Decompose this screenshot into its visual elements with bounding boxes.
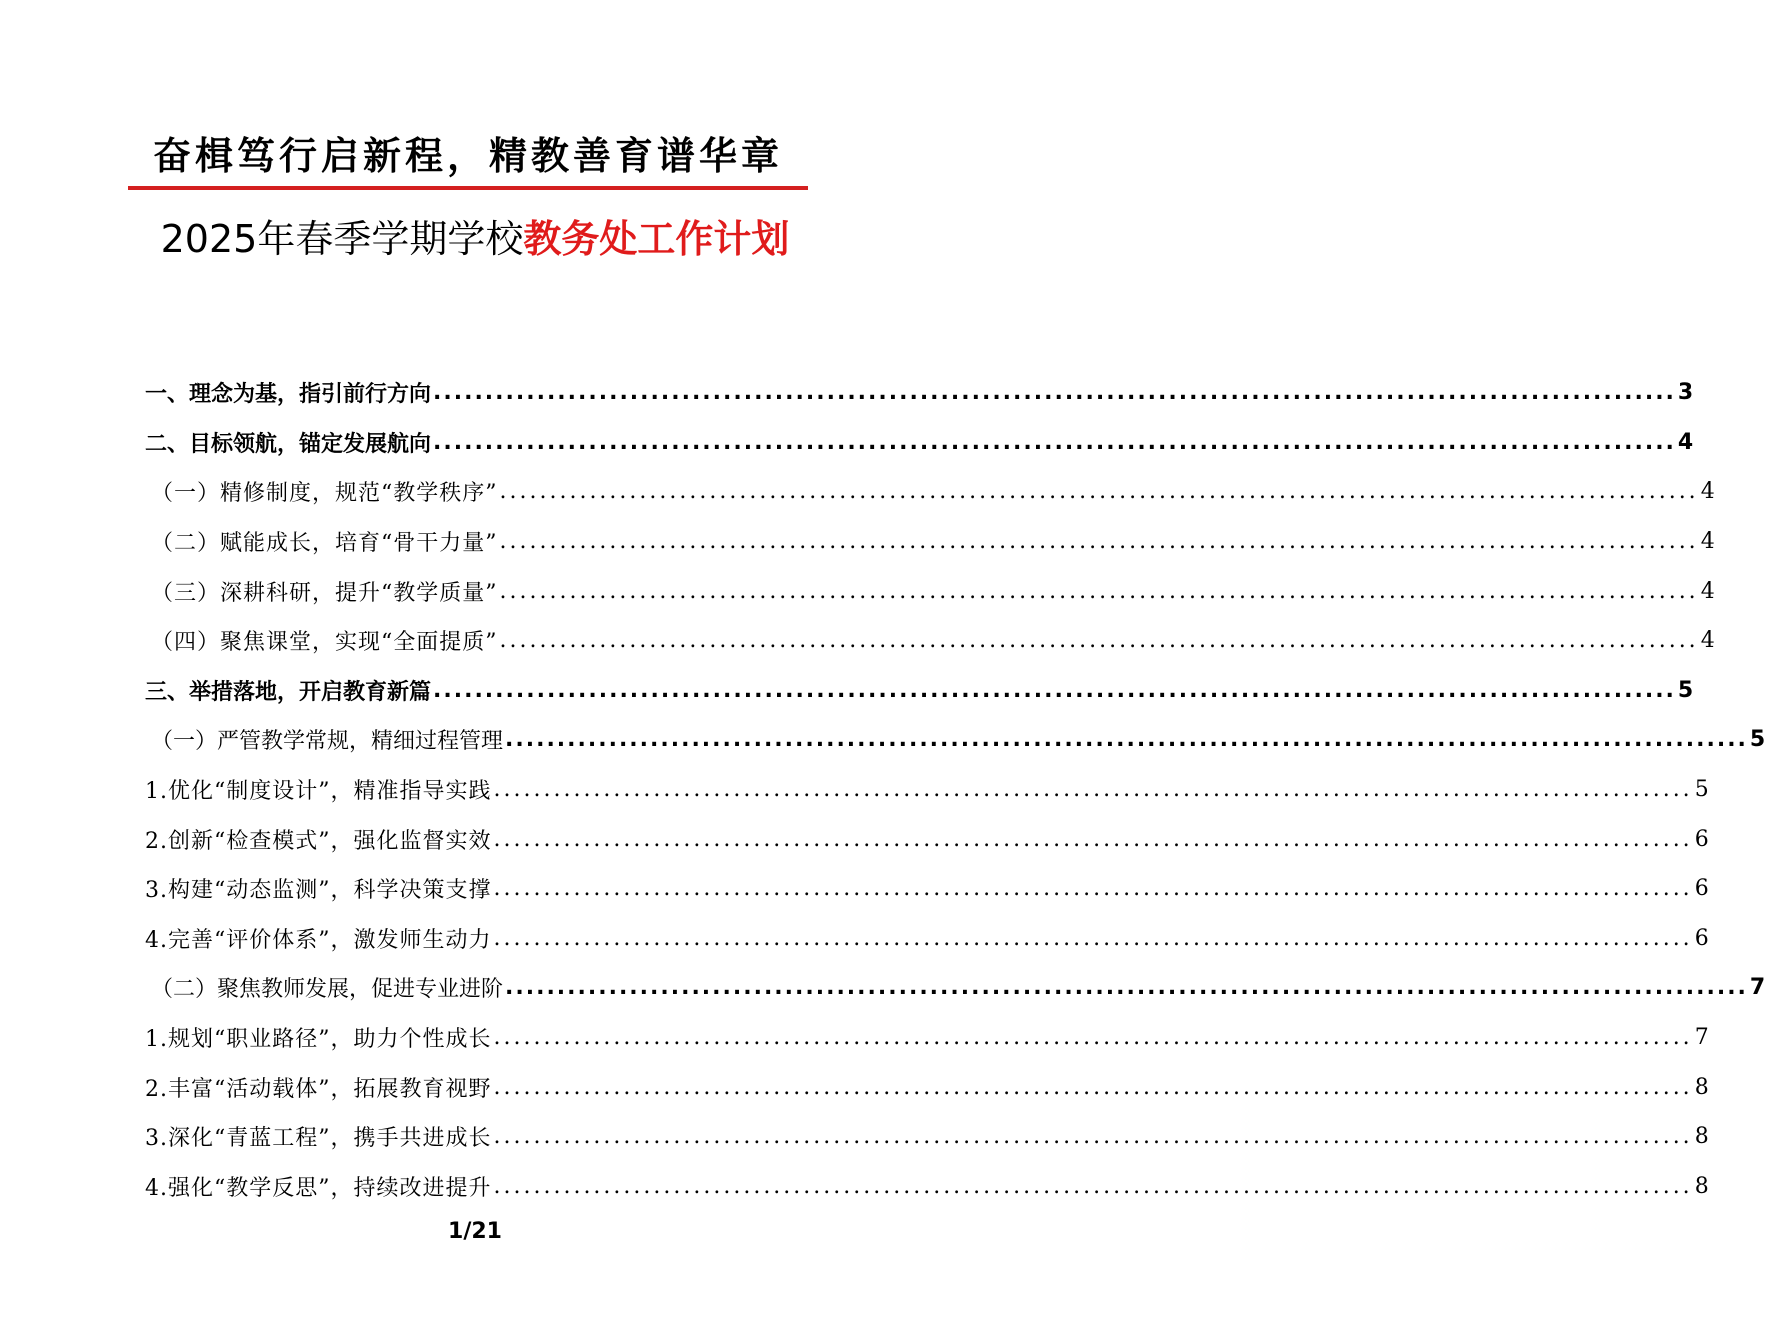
toc-leader: ........................................................................................................................ bbox=[505, 975, 1748, 1001]
toc-entry-page: 8 bbox=[1694, 1124, 1710, 1150]
toc-leader: ........................................................................................................................ bbox=[493, 1173, 1693, 1199]
toc-leader: ........................................................................................................................ bbox=[505, 727, 1748, 753]
header-title: 奋楫笃行启新程，精教善育谱华章 bbox=[152, 133, 783, 178]
toc-entry-text: 2.丰富“活动载体”，拓展教育视野 bbox=[145, 1076, 492, 1102]
toc-entry[interactable] bbox=[145, 467, 1716, 517]
toc-leader: ........................................................................................................................ bbox=[493, 1124, 1693, 1150]
toc-entry-page: 6 bbox=[1694, 925, 1710, 951]
toc-entry-page: 5 bbox=[1677, 677, 1694, 703]
toc-leader: ........................................................................................................................ bbox=[499, 529, 1699, 555]
page-number: 1/21 bbox=[448, 1219, 502, 1244]
toc-entry[interactable] bbox=[145, 666, 1694, 716]
table-of-contents bbox=[145, 368, 1765, 1211]
toc-entry[interactable] bbox=[145, 715, 1765, 765]
toc-entry-page: 3 bbox=[1677, 380, 1694, 406]
toc-entry[interactable] bbox=[145, 616, 1716, 666]
toc-entry-page: 6 bbox=[1694, 876, 1710, 902]
toc-entry-text: 4.完善“评价体系”，激发师生动力 bbox=[145, 927, 492, 953]
toc-leader: ........................................................................................................................ bbox=[493, 1025, 1693, 1051]
toc-entry[interactable] bbox=[145, 1062, 1710, 1112]
toc-leader: ........................................................................................................................ bbox=[493, 826, 1693, 852]
toc-entry-text: （一）精修制度，规范“教学秩序” bbox=[151, 481, 498, 507]
toc-entry-text: 二、目标领航，锚定发展航向 bbox=[145, 431, 432, 457]
toc-entry-text: 一、理念为基，指引前行方向 bbox=[145, 382, 432, 408]
toc-leader: ........................................................................................................................ bbox=[493, 876, 1693, 902]
header-divider bbox=[128, 186, 808, 190]
toc-entry-text: （二）聚焦教师发展，促进专业进阶 bbox=[151, 977, 504, 1003]
toc-entry-text: （四）聚焦课堂，实现“全面提质” bbox=[151, 630, 498, 656]
toc-leader: ........................................................................................................................ bbox=[499, 578, 1699, 604]
toc-entry-page: 5 bbox=[1694, 777, 1710, 803]
toc-entry-page: 8 bbox=[1694, 1173, 1710, 1199]
toc-leader: ........................................................................................................................ bbox=[433, 380, 1676, 406]
toc-leader: ........................................................................................................................ bbox=[499, 479, 1699, 505]
toc-entry-page: 4 bbox=[1700, 529, 1716, 555]
toc-leader: ........................................................................................................................ bbox=[493, 1074, 1693, 1100]
toc-entry-page: 5 bbox=[1749, 727, 1765, 753]
document-title-plain: 2025年春季学期学校 bbox=[160, 217, 524, 261]
toc-entry[interactable] bbox=[145, 1112, 1710, 1162]
toc-entry-page: 7 bbox=[1694, 1025, 1710, 1051]
toc-leader: ........................................................................................................................ bbox=[493, 925, 1693, 951]
toc-entry[interactable] bbox=[145, 566, 1716, 616]
document-title bbox=[120, 200, 830, 278]
toc-entry[interactable] bbox=[145, 914, 1710, 964]
toc-entry[interactable] bbox=[145, 517, 1716, 567]
toc-entry-text: 三、举措落地，开启教育新篇 bbox=[145, 679, 432, 705]
toc-entry-text: （二）赋能成长，培育“骨干力量” bbox=[151, 531, 498, 557]
toc-entry-text: 2.创新“检查模式”，强化监督实效 bbox=[145, 828, 492, 854]
toc-entry-page: 4 bbox=[1700, 479, 1716, 505]
toc-entry-page: 8 bbox=[1694, 1074, 1710, 1100]
toc-entry-text: 1.规划“职业路径”，助力个性成长 bbox=[145, 1027, 492, 1053]
toc-entry-page: 6 bbox=[1694, 826, 1710, 852]
toc-entry-text: 4.强化“教学反思”，持续改进提升 bbox=[145, 1175, 492, 1201]
document-title-accent: 教务处工作计划 bbox=[523, 217, 790, 261]
toc-entry-text: 3.深化“青蓝工程”，携手共进成长 bbox=[145, 1126, 492, 1152]
toc-entry[interactable] bbox=[145, 368, 1694, 418]
toc-entry[interactable] bbox=[145, 765, 1710, 815]
toc-entry[interactable] bbox=[145, 864, 1710, 914]
toc-entry-text: 1.优化“制度设计”，精准指导实践 bbox=[145, 779, 492, 805]
toc-entry[interactable] bbox=[145, 963, 1765, 1013]
toc-entry[interactable] bbox=[145, 814, 1710, 864]
toc-leader: ........................................................................................................................ bbox=[433, 429, 1676, 455]
toc-entry[interactable] bbox=[145, 418, 1694, 468]
toc-entry-text: （一）严管教学常规，精细过程管理 bbox=[151, 729, 504, 755]
toc-entry[interactable] bbox=[145, 1162, 1710, 1212]
toc-leader: ........................................................................................................................ bbox=[433, 677, 1676, 703]
toc-leader: ........................................................................................................................ bbox=[499, 628, 1699, 654]
toc-entry-page: 4 bbox=[1700, 578, 1716, 604]
toc-leader: ........................................................................................................................ bbox=[493, 777, 1693, 803]
toc-entry-page: 7 bbox=[1749, 975, 1765, 1001]
toc-entry[interactable] bbox=[145, 1013, 1710, 1063]
toc-entry-page: 4 bbox=[1700, 628, 1716, 654]
toc-entry-text: 3.构建“动态监测”，科学决策支撑 bbox=[145, 878, 492, 904]
toc-entry-text: （三）深耕科研，提升“教学质量” bbox=[151, 580, 498, 606]
toc-entry-page: 4 bbox=[1677, 429, 1694, 455]
